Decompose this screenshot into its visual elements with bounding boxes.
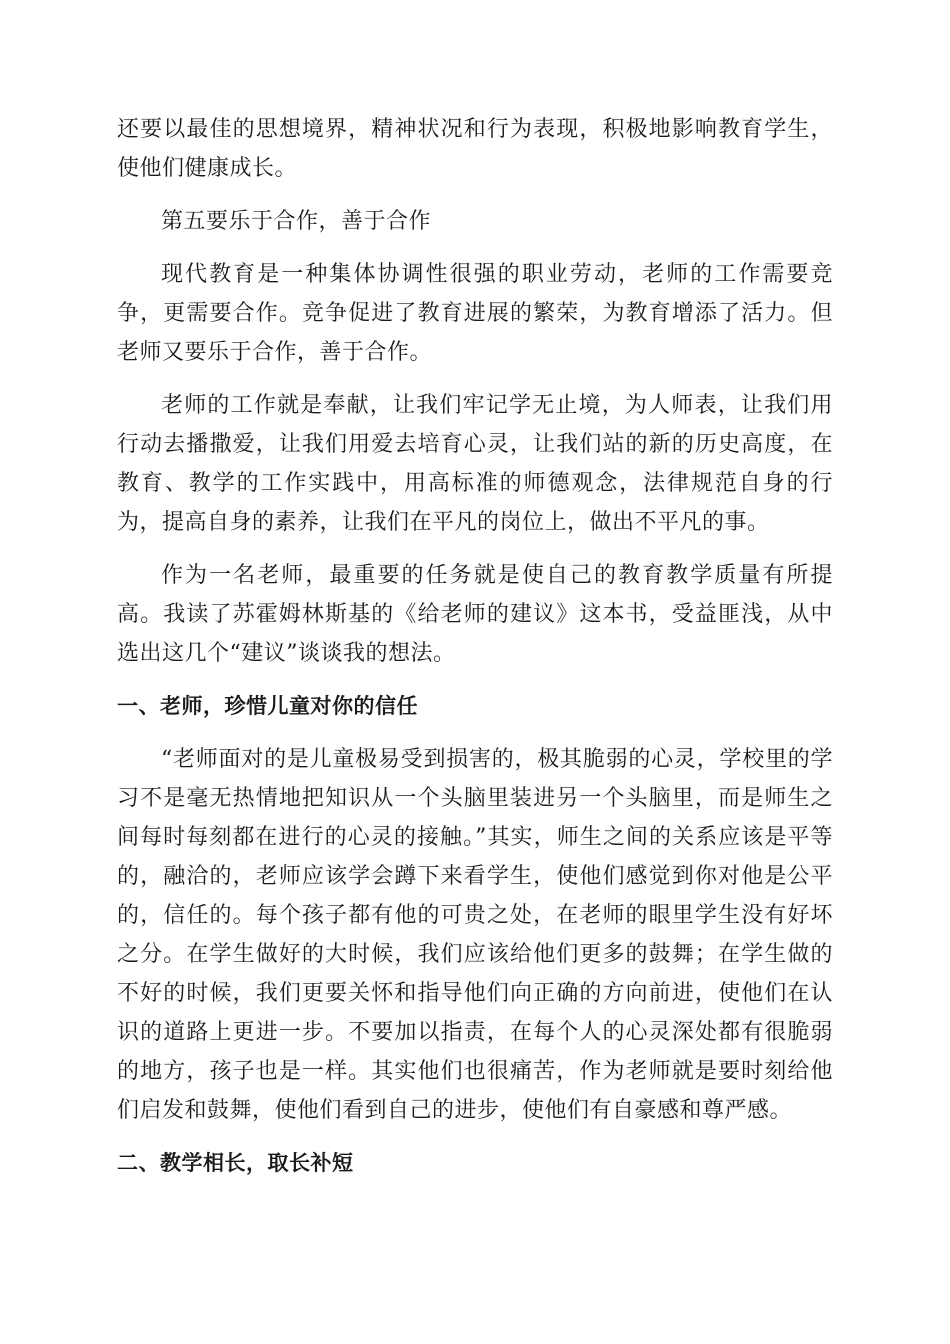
paragraph-dedication: 老师的工作就是奉献，让我们牢记学无止境，为人师表，让我们用行动去播撒爱，让我们用爱去培育心灵，让我们站的新的历史高度，在教育、教学的工作实践中，用高标准的师德观念，法律规范自身的行为，提高自身的素养，让我们在平凡的岗位上，做出不平凡的事。 xyxy=(117,393,833,535)
section-heading-teaching: 二、教学相长，取长补短 xyxy=(117,1151,354,1175)
paragraph-trust: “老师面对的是儿童极易受到损害的，极其脆弱的心灵，学校里的学习不是毫无热情地把知识从一个头脑里装进另一个头脑里，而是师生之间每时每刻都在进行的心灵的接触。”其实，师生之间的关系应该是平等的，融洽的，老师应该学会蹲下来看学生，使他们感觉到你对他是公平的，信任的。每个孩子都有他的可贵之处，在老师的眼里学生没有好坏之分。在学生做好的大时候，我们应该给他们更多的鼓舞；在学生做的不好的时候，我们更要关怀和指导他们向正确的方向前进，使他们在认识的道路上更进一步。不要加以指责，在每个人的心灵深处都有很脆弱的地方，孩子也是一样。其实他们也很痛苦，作为老师就是要时刻给他们启发和鼓舞，使他们看到自己的进步，使他们有自豪感和尊严感。 xyxy=(117,747,833,1123)
section-heading-trust: 一、老师，珍惜儿童对你的信任 xyxy=(117,694,418,718)
document-body xyxy=(117,110,833,1183)
paragraph-cooperation: 现代教育是一种集体协调性很强的职业劳动，老师的工作需要竞争，更需要合作。竞争促进了教育进展的繁荣，为教育增添了活力。但老师又要乐于合作，善于合作。 xyxy=(117,262,833,365)
paragraph-point-five-title: 第五要乐于合作，善于合作 xyxy=(161,209,432,234)
paragraph-book-intro: 作为一名老师，最重要的任务就是使自己的教育教学质量有所提高。我读了苏霍姆林斯基的《给老师的建议》这本书，受益匪浅，从中选出这几个“建议”谈谈我的想法。 xyxy=(117,563,833,666)
paragraph-continuation: 还要以最佳的思想境界，精神状况和行为表现，积极地影响教育学生，使他们健康成长。 xyxy=(117,117,833,181)
